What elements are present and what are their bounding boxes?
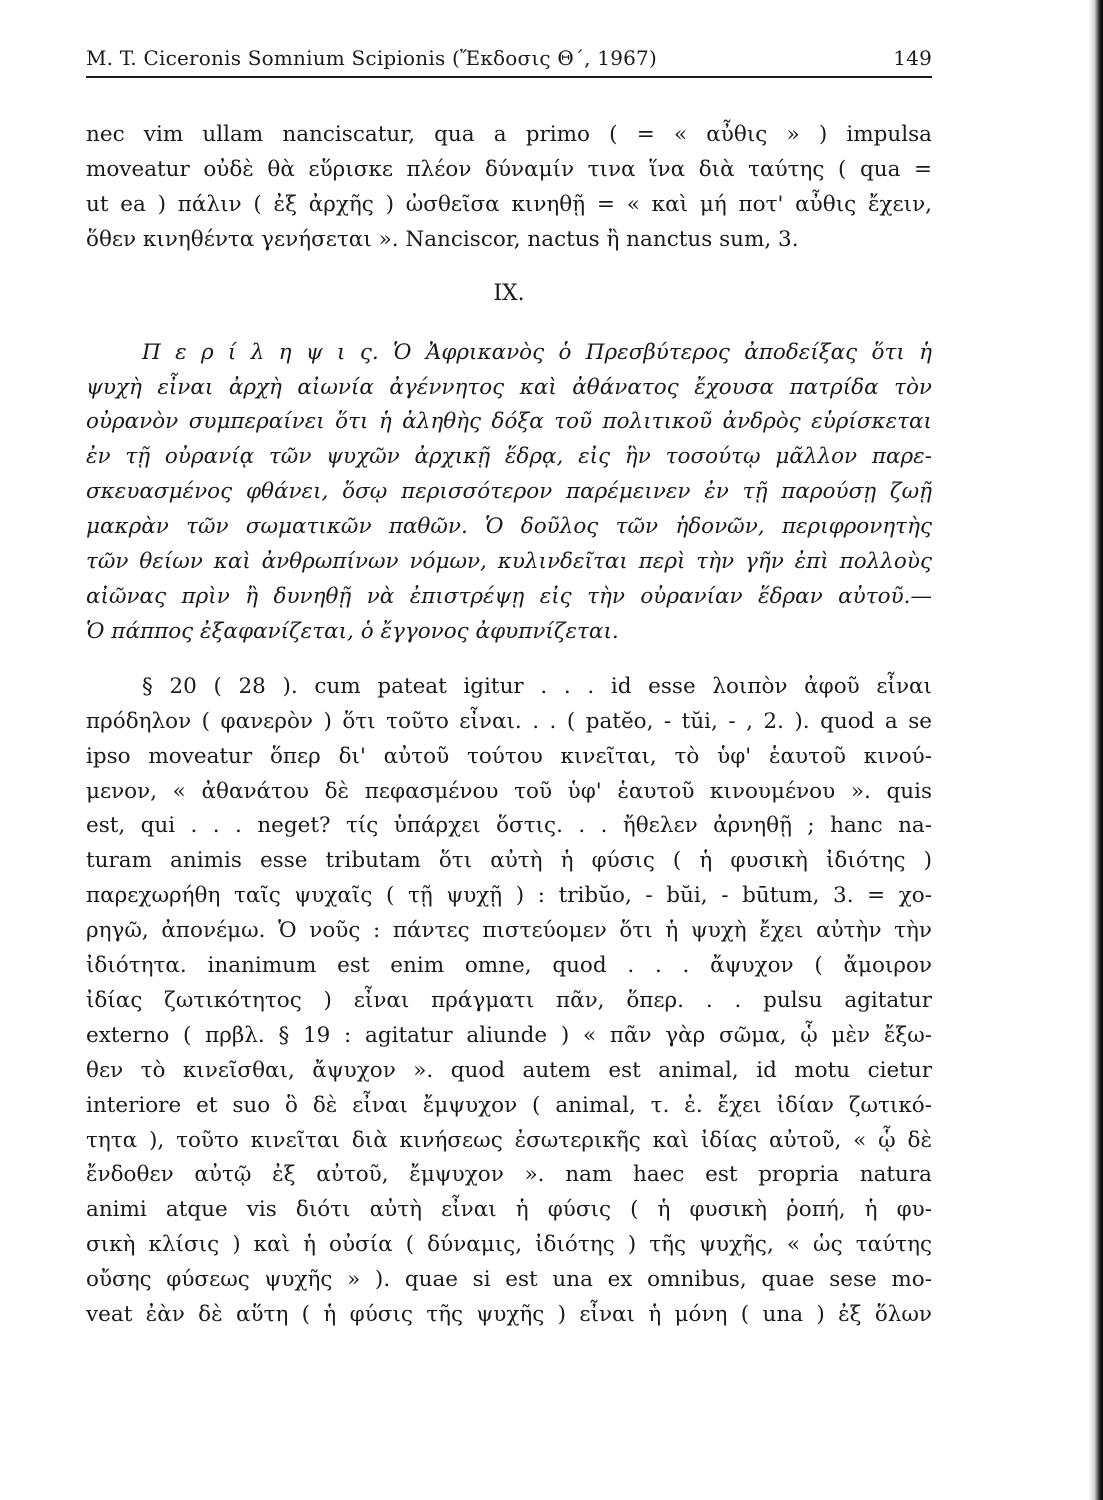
book-page [86,46,932,1333]
text-line: ut ea ) πάλιν ( ἐξ ἀρχῆς ) ὠσθεῖσα κινηθῇ = « καὶ μή ποτ' αὖθις ἔχειν, [86,191,932,217]
text-line: moveatur οὐδὲ θὰ εὕρισκε πλέον δύναμίν τινα ἵνα διὰ ταύτης ( qua = [86,156,932,182]
body-text [86,118,932,1333]
text-line: σικὴ κλίσις ) καὶ ἡ οὐσία ( δύναμις, ἰδιότης ) τῆς ψυχῆς, « ὡς ταύτης [86,1232,932,1258]
text-line: externo ( πρβλ. § 19 : agitatur aliunde ) « πᾶν γὰρ σῶμα, ᾧ μὲν ἔξω- [86,1022,932,1048]
scan-edge-shadow [1089,0,1103,1500]
text-line: ρηγῶ, ἀπονέμω. Ὁ νοῦς : πάντες πιστεύομεν ὅτι ἡ ψυχὴ ἔχει αὐτὴν τὴν [86,918,932,944]
text-line: nec vim ullam nanciscatur, qua a primo ( = « αὖθις » ) impulsa [86,122,932,147]
text-line: οὔσης φύσεως ψυχῆς » ). quae si est una ex omnibus, quae sese mo- [86,1267,932,1293]
text-line: μενον, « ἀθανάτου δὲ πεφασμένου τοῦ ὑφ' ἑαυτοῦ κινουμένου ». quis [86,778,932,804]
text-line: πρόδηλον ( φανερὸν ) ὅτι τοῦτο εἶναι. . . ( patĕo, - tŭi, - , 2. ). quod a se [86,708,932,734]
text-line: αἰῶνας πρὶν ἢ δυνηθῇ νὰ ἐπιστρέψῃ εἰς τὴν οὐρανίαν ἕδραν αὐτοῦ.— [86,583,932,609]
text-line: μακρὰν τῶν σωματικῶν παθῶν. Ὁ δοῦλος τῶν ἡδονῶν, περιφρονητὴς [86,514,932,540]
text-line: τῶν θείων καὶ ἀνθρωπίνων νόμων, κυλινδεῖται περὶ τὴν γῆν ἐπὶ πολλοὺς [86,549,932,575]
text-line: interiore et suo ὃ δὲ εἶναι ἔμψυχον ( animal, τ. ἐ. ἔχει ἰδίαν ζωτικό- [86,1092,932,1118]
text-line: ἐν τῇ οὐρανίᾳ τῶν ψυχῶν ἀρχικῇ ἕδρᾳ, εἰς ἣν τοσούτῳ μᾶλλον παρε- [86,444,932,470]
paragraph-2 [86,670,932,1333]
summary-paragraph [86,336,932,650]
text-line: ἰδίας ζωτικότητος ) εἶναι πράγματι πᾶν, ὅπερ. . . pulsu agitatur [86,987,932,1013]
text-line: ὅθεν κινηθέντα γενήσεται ». Nanciscor, nactus ἢ nanctus sum, 3. [86,226,799,252]
text-line: Ὁ πάππος ἐξαφανίζεται, ὁ ἔγγονος ἀφυπνίζεται. [86,618,619,644]
paragraph-gap [86,650,932,670]
text-line: ψυχὴ εἶναι ἀρχὴ αἰωνία ἀγέννητος καὶ ἀθάνατος ἔχουσα πατρίδα τὸν [86,374,932,400]
text-line: ἰδιότητα. inanimum est enim omne, quod . . . ἄψυχον ( ἄμοιρον [86,953,932,979]
running-head [86,46,932,78]
text-line: ipso moveatur ὅπερ δι' αὐτοῦ τούτου κινεῖται, τὸ ὑφ' ἑαυτοῦ κινού- [86,743,932,769]
text-line: veat ἐὰν δὲ αὕτη ( ἡ φύσις τῆς ψυχῆς ) εἶναι ἡ μόνη ( una ) ἐξ ὅλων [86,1302,932,1328]
text-line: § 20 ( 28 ). cum pateat igitur . . . id esse λοιπὸν ἀφοῦ εἶναι [142,673,932,699]
text-line: ἔνδοθεν αὐτῷ ἐξ αὐτοῦ, ἔμψυχον ». nam haec est propria natura [86,1162,932,1188]
text-line: est, qui . . . neget? τίς ὑπάρχει ὅστις. . . ἤθελεν ἀρνηθῇ ; hanc na- [86,813,932,839]
text-line: οὐρανὸν συμπεραίνει ὅτι ἡ ἀληθὴς δόξα τοῦ πολιτικοῦ ἀνδρὸς εὑρίσκεται [86,409,932,435]
text-line: σκευασμένος φθάνει, ὅσῳ περισσότερον παρέμεινεν ἐν τῇ παρούσῃ ζωῇ [86,479,932,505]
section-heading: IX. [493,280,525,306]
text-line: turam animis esse tributam ὅτι αὐτὴ ἡ φύσις ( ἡ φυσικὴ ἰδιότης ) [86,848,932,874]
text-line: τητα ), τοῦτο κινεῖται διὰ κινήσεως ἐσωτερικῆς καὶ ἰδίας αὐτοῦ, « ᾧ δὲ [86,1127,932,1153]
text-line: animi atque vis διότι αὐτὴ εἶναι ἡ φύσις ( ἡ φυσικὴ ῥοπή, ἡ φυ- [86,1197,932,1223]
text-line: Π ε ρ ί λ η ψ ι ς. Ὁ Ἀφρικανὸς ὁ Πρεσβύτερος ἀποδείξας ὅτι ἡ [142,339,932,365]
page-number: 149 [893,46,932,70]
text-line: θεν τὸ κινεῖσθαι, ἄψυχον ». quod autem est animal, id motu cietur [86,1057,932,1083]
text-line: παρεχωρήθη ταῖς ψυχαῖς ( τῇ ψυχῇ ) : tribŭo, - bŭi, - būtum, 3. = χο- [86,883,932,909]
running-head-title: M. T. Ciceronis Somnium Scipionis (Ἔκδοσις Θ΄, 1967) [86,46,657,70]
paragraph-1 [86,118,932,258]
